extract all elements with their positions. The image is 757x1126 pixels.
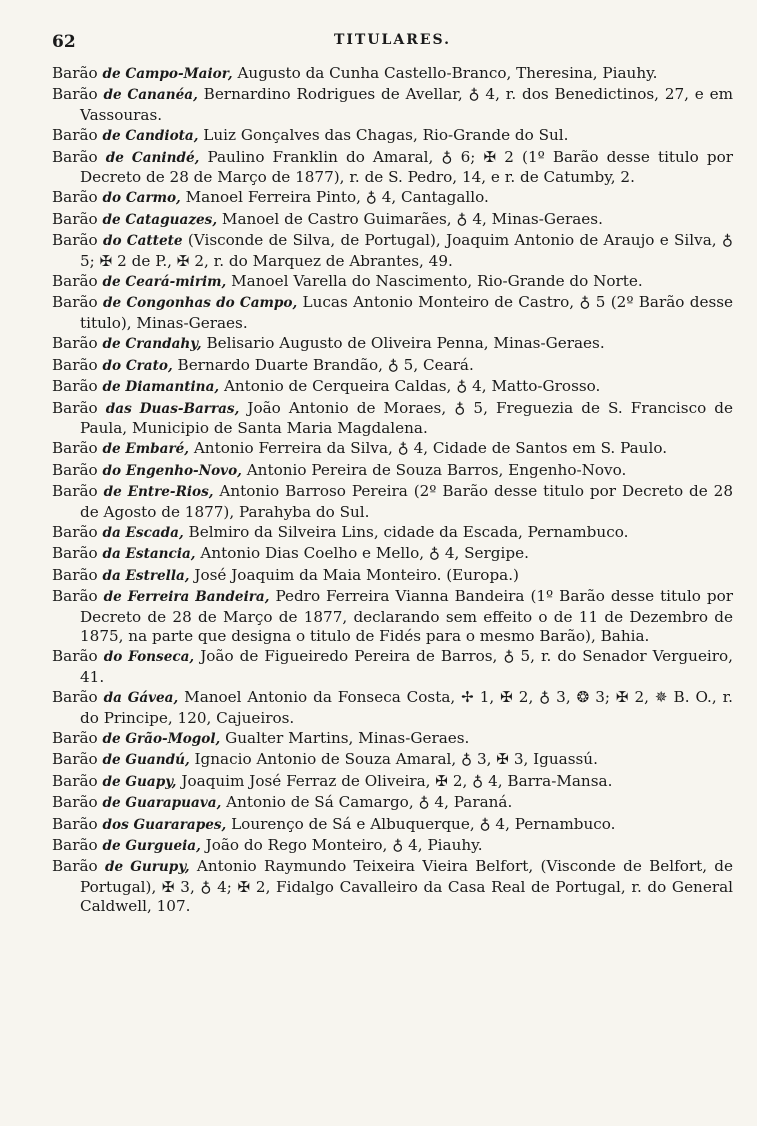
entry-text: Paulino Franklin do Amaral, ♁ 6; ✠ 2 (1º Barão desse titulo por Decreto de 28 de Março de 1877), r. de S. Pedro, 14, e r. de Catumby, 2. (80, 147, 734, 187)
list-item (52, 857, 733, 916)
entry-text: Antonio Raymundo Teixeira Vieira Belfort, (Visconde de Belfort, de Portugal), ✠ 3, ♁ 4; ✠ 2, Fidalgo Cavalleiro da Casa Real de Portugal, r. do General Caldwell, 107. (80, 857, 734, 916)
entry-place: de Embaré, (102, 441, 190, 458)
entry-place: do Engenho-Novo, (102, 462, 242, 479)
entry-text: Bernardo Duarte Brandão, ♁ 5, Ceará. (177, 355, 474, 374)
entry-title: Barão (52, 647, 98, 666)
entry-text: Antonio Barroso Pereira (2º Barão desse titulo por Decreto de 28 de Agosto de 1877), Parahyba do Sul. (80, 482, 733, 521)
entry-place: de Cataguazes, (102, 211, 218, 228)
list-item (52, 772, 733, 792)
entry-place: do Fonseca, (103, 649, 195, 666)
entry-title: Barão (52, 857, 98, 876)
entry-text: Manoel Varella do Nascimento, Rio-Grande do Norte. (231, 272, 643, 291)
page-header (52, 30, 733, 56)
entry-text: Bernardino Rodrigues de Avellar, ♁ 4, r. dos Benedictinos, 27, e em Vassouras. (80, 85, 734, 124)
list-item (52, 356, 733, 376)
list-item (52, 793, 733, 813)
entry-text: João do Rego Monteiro, ♁ 4, Piauhy. (205, 836, 483, 855)
entry-text: Manoel de Castro Guimarães, ♁ 4, Minas-Geraes. (221, 209, 603, 228)
entry-title: Barão (52, 544, 98, 563)
list-item (52, 210, 733, 230)
entry-place: de Crandahy, (102, 336, 202, 353)
entry-title: Barão (52, 482, 98, 501)
page-number: 62 (52, 32, 76, 52)
entry-title: Barão (52, 272, 98, 291)
entry-text: Lucas Antonio Monteiro de Castro, ♁ 5 (2º Barão desse titulo), Minas-Geraes. (80, 293, 734, 332)
entry-text: Belisario Augusto de Oliveira Penna, Minas-Geraes. (206, 334, 605, 353)
list-item (52, 64, 733, 84)
entry-title: Barão (52, 522, 98, 541)
list-item (52, 647, 733, 687)
entry-text: Antonio de Sá Camargo, ♁ 4, Paraná. (226, 793, 513, 812)
entry-place: de Candiota, (102, 128, 199, 145)
list-item (52, 544, 733, 564)
entry-text: Antonio Ferreira da Silva, ♁ 4, Cidade de Santos em S. Paulo. (193, 439, 668, 458)
entry-title: Barão (52, 814, 98, 833)
entry-text: Pedro Ferreira Vianna Bandeira (1º Barão desse titulo por Decreto de 28 de Março de 1877, declarando sem effeito o de 11 de Dezembro de 1875, na parte que designa o titulo de Fidés para o mesmo Barão), Bahia. (80, 587, 734, 645)
list-item (52, 566, 733, 586)
entry-title: Barão (52, 377, 98, 396)
list-item (52, 377, 733, 397)
entry-title: Barão (52, 729, 98, 747)
entry-place: de Guapy, (102, 773, 177, 790)
entry-place: de Grão-Mogol, (102, 731, 221, 747)
entry-title: Barão (52, 460, 98, 479)
entry-place: de Entre-Rios, (103, 484, 214, 501)
entry-text: (Visconde de Silva, de Portugal), Joaquim Antonio de Araujo e Silva, ♁ 5; ✠ 2 de P., ✠ 2, r. do Marquez de Abrantes, 49. (80, 231, 734, 270)
entry-place: de Canindé, (105, 149, 200, 166)
entry-text: José Joaquim da Maia Monteiro. (Europa.) (194, 565, 519, 584)
entry-text: Augusto da Cunha Castello-Branco, Theresina, Piauhy. (237, 64, 658, 82)
entry-text: Luiz Gonçalves das Chagas, Rio-Grande do Sul. (203, 126, 569, 145)
entry-text: Manoel Ferreira Pinto, ♁ 4, Cantagallo. (185, 188, 489, 207)
entry-place: do Cattete (103, 233, 183, 250)
entry-text: Lourenço de Sá e Albuquerque, ♁ 4, Pernambuco. (231, 814, 616, 833)
entry-place: de Guarapuava, (102, 795, 222, 812)
entry-title: Barão (52, 209, 98, 228)
entry-title: Barão (52, 126, 98, 145)
entry-place: de Ceará-mirim, (102, 274, 227, 291)
list-item (52, 482, 733, 522)
entry-place: de Gurgueia, (102, 838, 201, 855)
entry-place: da Gávea, (103, 690, 179, 707)
entry-title: Barão (52, 398, 98, 417)
entry-text: Antonio de Cerqueira Caldas, ♁ 4, Matto-Grosso. (223, 377, 601, 396)
entry-text: Ignacio Antonio de Souza Amaral, ♁ 3, ✠ 3, Iguassú. (194, 750, 598, 769)
entry-place: dos Guararapes, (102, 816, 227, 833)
entry-title: Barão (52, 293, 98, 312)
entry-place: das Duas-Barras, (105, 400, 240, 417)
running-title: TITULARES. (333, 32, 452, 48)
entry-title: Barão (52, 334, 98, 353)
entry-text: Antonio Dias Coelho e Mello, ♁ 4, Sergipe. (200, 544, 529, 563)
entry-title: Barão (52, 793, 98, 812)
list-item (52, 836, 733, 856)
list-item (52, 293, 733, 333)
entry-text: Manoel Antonio da Fonseca Costa, ✢ 1, ✠ 2, ♁ 3, ❂ 3; ✠ 2, ✵ B. O., r. do Principe, 120, Cajueiros. (80, 688, 733, 727)
entry-text: João de Figueiredo Pereira de Barros, ♁ 5, r. do Senador Vergueiro, 41. (80, 647, 734, 686)
entry-place: do Carmo, (102, 190, 181, 207)
entry-place: de Ferreira Bandeira, (103, 589, 270, 606)
list-item (52, 399, 733, 439)
list-item (52, 461, 733, 481)
list-item (52, 587, 733, 646)
entry-place: de Cananéa, (103, 87, 198, 104)
entry-text: Antonio Pereira de Souza Barros, Engenho-Novo. (246, 460, 627, 479)
entry-place: de Guandú, (102, 752, 190, 769)
list-item (52, 523, 733, 543)
list-item (52, 272, 733, 292)
entry-place: de Campo-Maior, (102, 66, 233, 82)
list-item (52, 439, 733, 459)
entry-title: Barão (52, 565, 98, 584)
list-item (52, 231, 733, 271)
entry-title: Barão (52, 836, 98, 855)
entry-list (52, 64, 733, 917)
entry-title: Barão (52, 188, 98, 207)
entry-title: Barão (52, 688, 98, 707)
entry-text: Gualter Martins, Minas-Geraes. (225, 729, 470, 747)
entry-text: João Antonio de Moraes, ♁ 5, Freguezia de S. Francisco de Paula, Municipio de Santa Maria Magdalena. (80, 398, 734, 437)
list-item (52, 815, 733, 835)
entry-place: da Escada, (102, 524, 184, 541)
entry-title: Barão (52, 587, 98, 606)
entry-title: Barão (52, 771, 98, 790)
entry-title: Barão (52, 439, 98, 458)
entry-place: da Estrella, (102, 567, 190, 584)
entry-title: Barão (52, 85, 98, 104)
list-item (52, 188, 733, 208)
entry-title: Barão (52, 64, 98, 82)
list-item (52, 126, 733, 146)
list-item (52, 334, 733, 354)
list-item (52, 85, 733, 125)
list-item (52, 688, 733, 728)
entry-place: de Gurupy, (104, 859, 190, 876)
entry-title: Barão (52, 355, 98, 374)
entry-place: da Estancia, (102, 546, 196, 563)
entry-text: Joaquim José Ferraz de Oliveira, ✠ 2, ♁ 4, Barra-Mansa. (181, 771, 613, 790)
list-item (52, 148, 733, 188)
entry-title: Barão (52, 750, 98, 769)
entry-place: de Diamantina, (102, 379, 220, 396)
entry-title: Barão (52, 147, 98, 166)
list-item (52, 729, 733, 749)
entry-title: Barão (52, 231, 98, 250)
entry-text: Belmiro da Silveira Lins, cidade da Escada, Pernambuco. (188, 522, 629, 541)
entry-place: do Crato, (102, 357, 173, 374)
list-item (52, 750, 733, 770)
entry-place: de Congonhas do Campo, (103, 295, 298, 312)
